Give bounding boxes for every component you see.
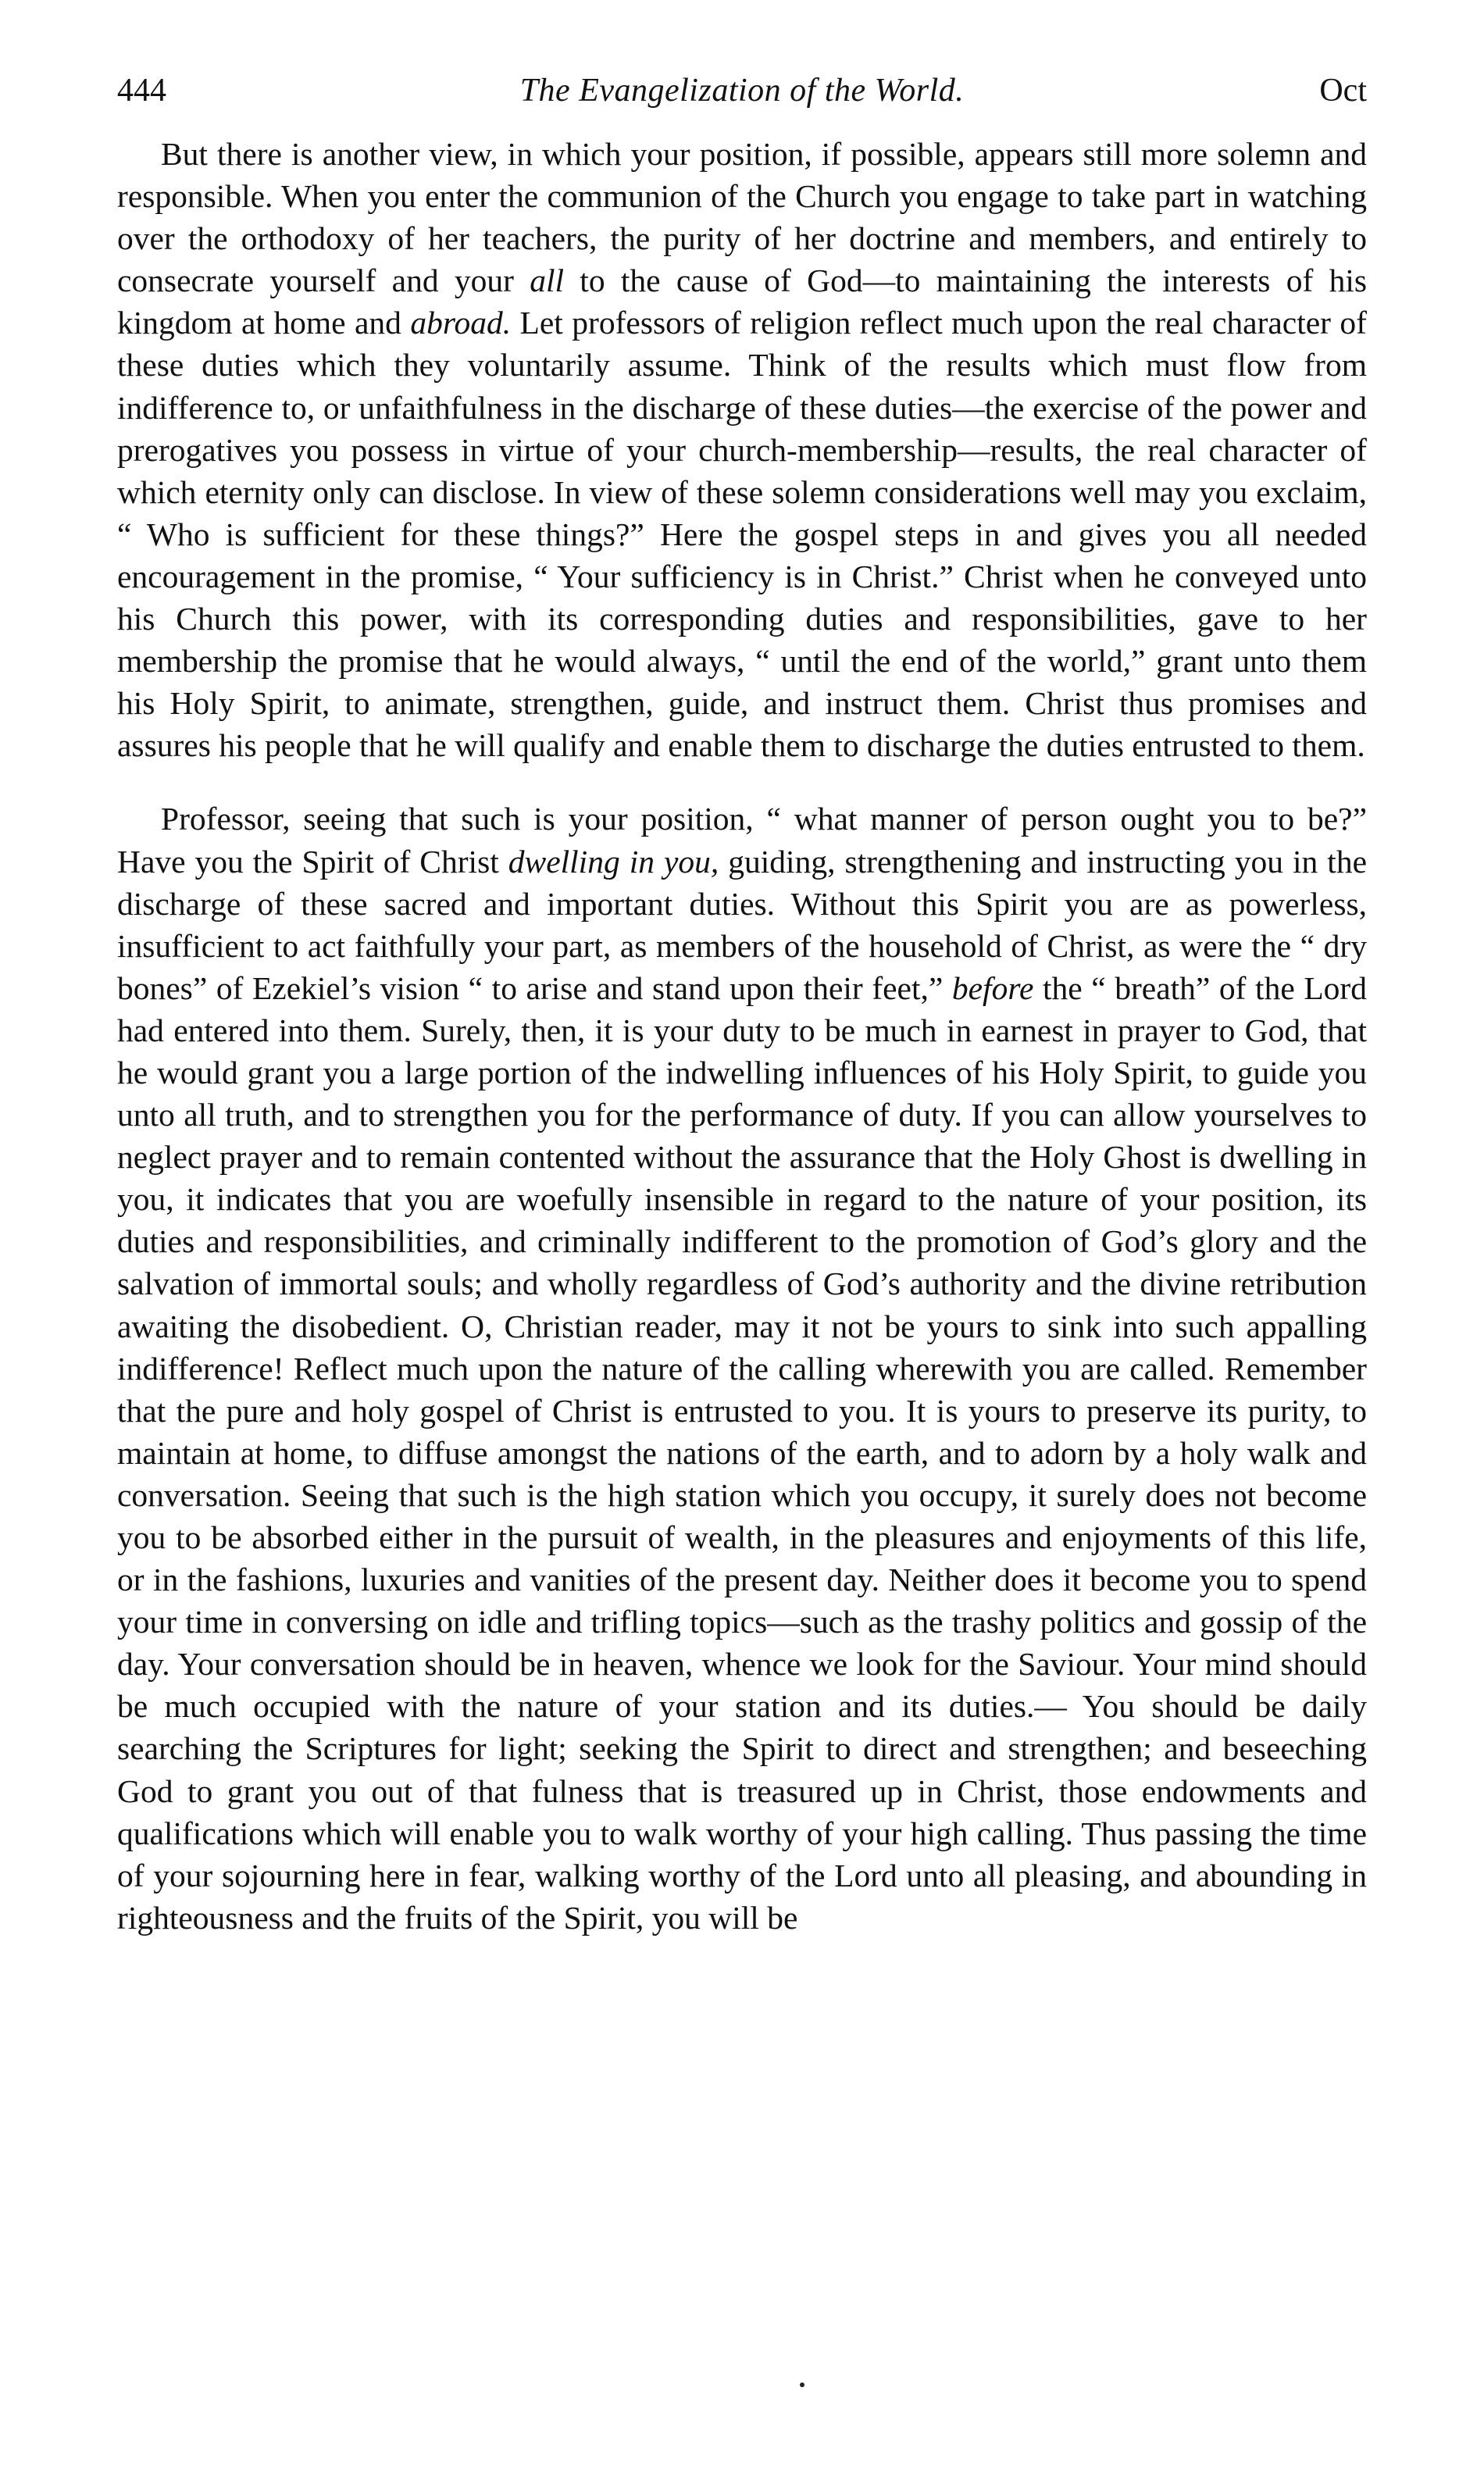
italic-run: abroad. — [410, 305, 512, 341]
text-run: the “ breath” of the Lord had entered into them. Surely, then, it is your duty to be much in earnest in prayer to God, that he would grant you a large portion of the indwelling influences of his Holy Spirit, to guide you unto all truth, and to strengthen you for the performance of duty. If you can allow yourselves to neglect prayer and to remain contented without the assurance that the Holy Ghost is dwelling in you, it indicates that you are woefully insensible in regard to the nature of your position, its duties and responsibilities, and criminally indifferent to the promotion of God’s glory and the salvation of immortal souls; and wholly regardless of God’s authority and the divine retribution awaiting the disobedient. O, Christian reader, may it not be yours to sink into such appalling indifference! Reflect much upon the nature of the calling wherewith you are called. Remember that the pure and holy gospel of Christ is entrusted to you. It is yours to preserve its purity, to maintain at home, to diffuse amongst the nations of the earth, and to adorn by a holy walk and conversation. Seeing that such is the high station which you occupy, it surely does not become you to be absorbed either in the pursuit of wealth, in the pleasures and enjoyments of this life, or in the fashions, luxuries and vanities of the present day. Neither does it become you to spend your time in conversing on idle and trifling topics—such as the trashy politics and gossip of the day. Your conversation should be in heaven, whence we look for the Saviour. Your mind should be much occupied with the nature of your station and its duties.— You should be daily searching the Scriptures for light; seeking the Spirit to direct and strengthen; and beseeching God to grant you out of that fulness that is treasured up in Christ, those endowments and qualifications which will enable you to walk worthy of your high calling. Thus passing the time of your sojourning here in fear, walking worthy of the Lord unto all pleasing, and abounding in righteousness and the fruits of the Spirit, you will be — [117, 969, 1368, 1936]
italic-run: all — [530, 262, 565, 299]
italic-run: before — [951, 969, 1034, 1006]
page-number: 444 — [117, 73, 166, 109]
italic-run: dwelling in you, — [508, 843, 719, 880]
article-body — [117, 133, 1367, 1939]
text-run: to the cause of God—to maintaining the interests of his kingdom at home and — [117, 262, 1368, 341]
text-run: guiding, strengthening and instructing you in the discharge of these sacred and important duties. Without this Spirit you are as powerless, insufficient to act faithfully your part, as members of the household of Christ, as were the “ dry bones” of Ezekiel’s vision “ to arise and stand upon their feet,” — [117, 843, 1368, 1006]
running-title: The Evangelization of the World. — [519, 73, 965, 109]
paragraph-1 — [117, 133, 1367, 766]
paragraph-2 — [117, 798, 1367, 1939]
text-run: Professor, seeing that such is your position, “ what manner of person ought you to be?” Have you the Spirit of Christ — [117, 801, 1367, 880]
running-month: Oct — [1319, 73, 1367, 109]
text-run: Let professors of religion reflect much upon the real character of these duties which they voluntarily assume. Think of the results which must flow from indifference to, or unfaithfulness in the discharge of these duties—the exercise of the power and prerogatives you possess in virtue of your church-membership—results, the real character of which eternity only can disclose. In view of these solemn considerations well may you exclaim, “ Who is sufficient for these things?” Here the gospel steps in and gives you all needed encouragement in the promise, “ Your sufficiency is in Christ.” Christ when he conveyed unto his Church this power, with its corresponding duties and responsibilities, gave to her membership the promise that he would always, “ until the end of the world,” grant unto them his Holy Spirit, to animate, strengthen, guide, and instruct them. Christ thus promises and assures his people that he will qualify and enable them to discharge the duties entrusted to them. — [117, 305, 1367, 764]
text-run: But there is another view, in which your position, if possible, appears still more solemn and responsible. When you enter the communion of the Church you engage to take part in watching over the orthodoxy of her teachers, the purity of her doctrine and members, and entirely to consecrate yourself and your — [117, 136, 1367, 299]
document-page — [117, 67, 1367, 1939]
ink-speck — [800, 2383, 804, 2387]
page-header — [117, 67, 1367, 114]
